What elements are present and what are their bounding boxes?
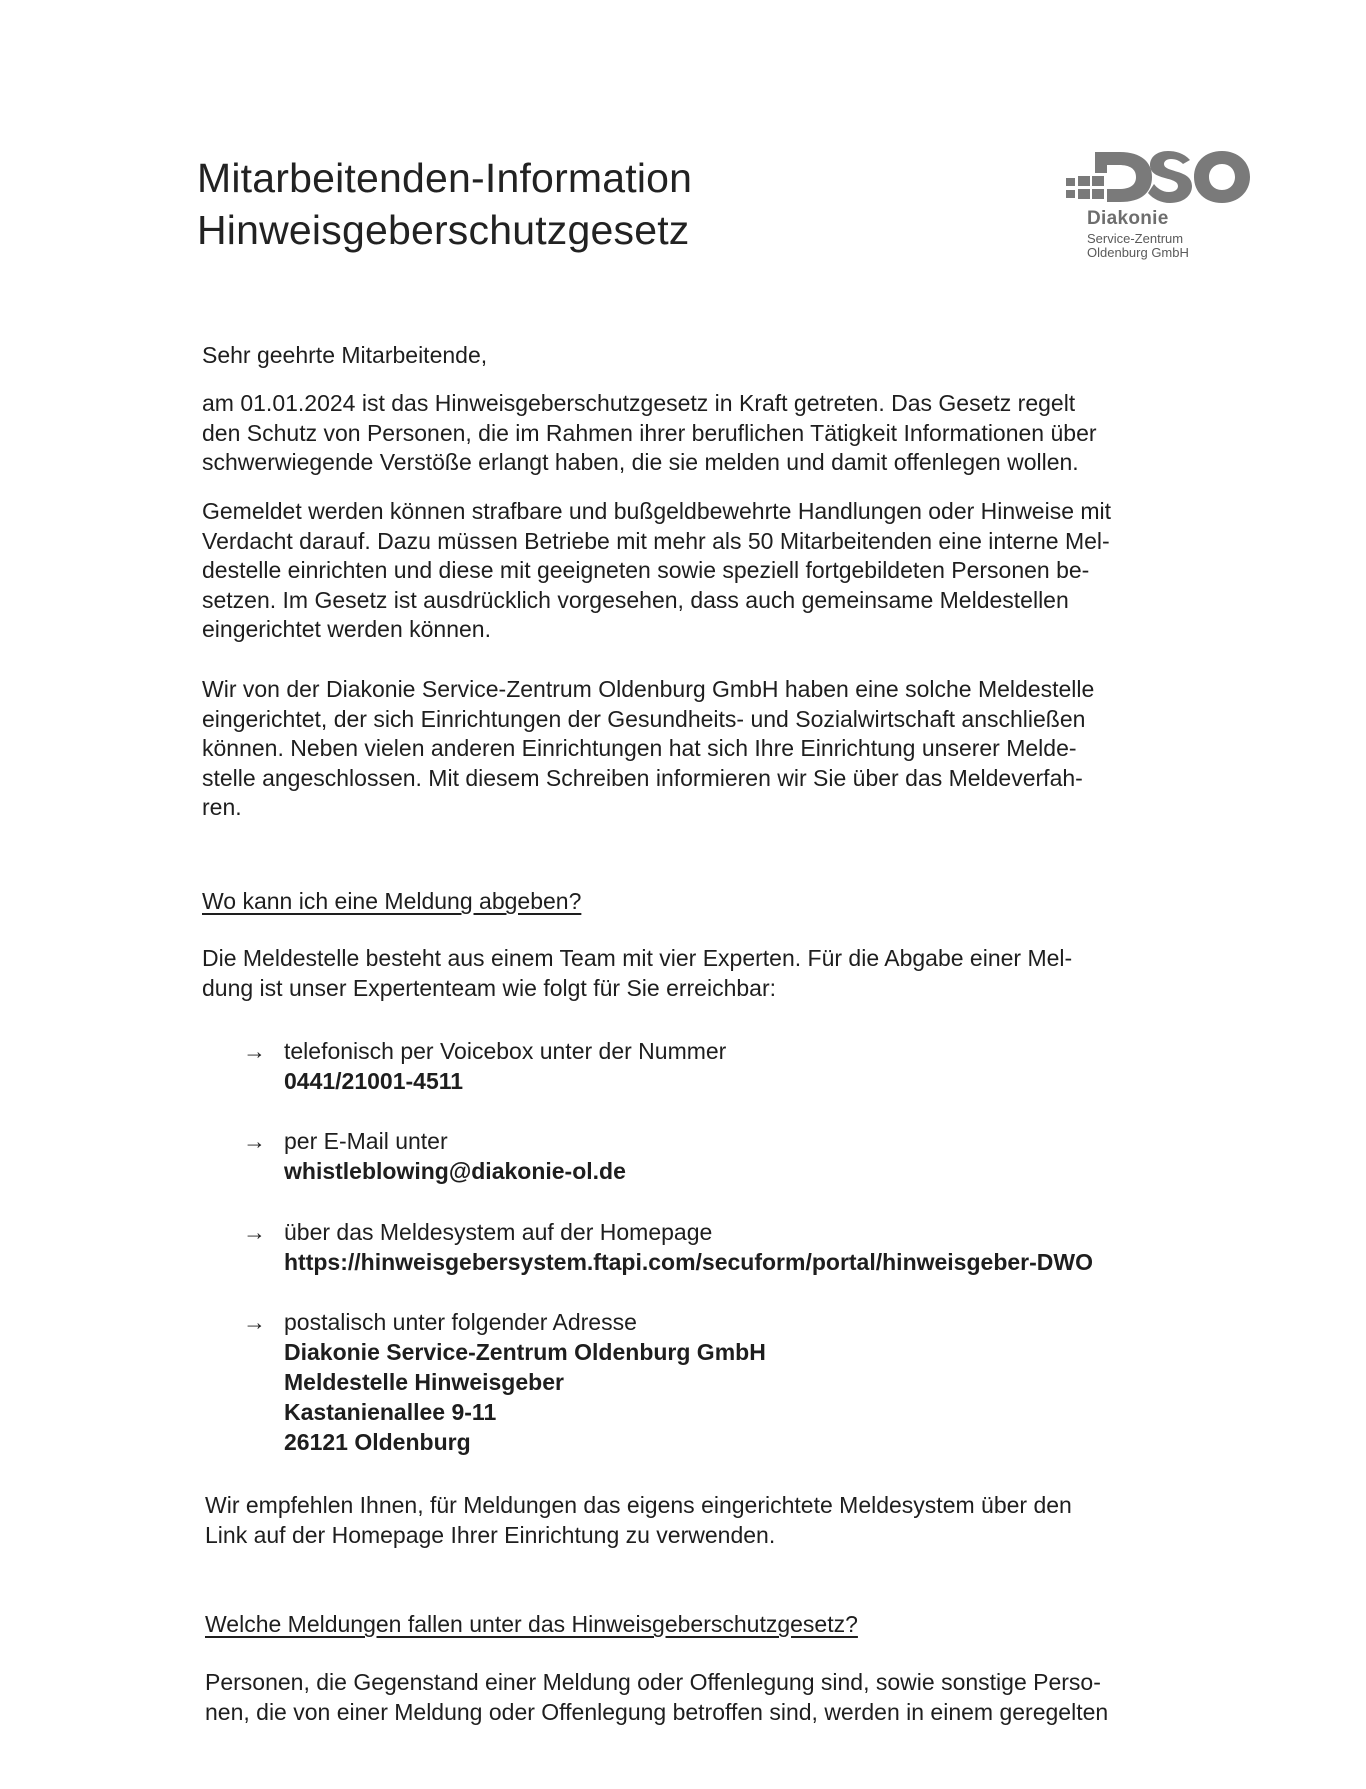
text-line: Wir empfehlen Ihnen, für Meldungen das eigens eingerichtete Meldesystem über den [205, 1492, 1072, 1518]
section-heading-which: Welche Meldungen fallen unter das Hinweisgeberschutzgesetz? [205, 1611, 858, 1637]
address-line: Diakonie Service-Zentrum Oldenburg GmbH [284, 1339, 766, 1365]
paragraph-intro [202, 389, 1230, 478]
text-line: eingerichtet, der sich Einrichtungen der Gesundheits- und Sozialwirtschaft anschließen [202, 705, 1086, 732]
logo-sub-line-2: Oldenburg GmbH [1087, 245, 1189, 260]
text-line: Link auf der Homepage Ihrer Einrichtung zu verwenden. [205, 1521, 776, 1548]
contact-label: postalisch unter folgender Adresse [284, 1309, 637, 1335]
paragraph-meldestelle [202, 675, 1230, 823]
contact-label: telefonisch per Voicebox unter der Nummer [284, 1038, 727, 1064]
text-line: ren. [202, 794, 242, 820]
text-line: destelle einrichten und diese mit geeigneten sowie speziell fortgebildeten Personen be- [202, 557, 1090, 583]
text-line: Wir von der Diakonie Service-Zentrum Oldenburg GmbH haben eine solche Meldestelle [202, 676, 1095, 702]
text-line: den Schutz von Personen, die im Rahmen ihrer beruflichen Tätigkeit Informationen über [202, 419, 1097, 446]
text-line: am 01.01.2024 ist das Hinweisgeberschutzgesetz in Kraft getreten. Das Gesetz regelt [202, 390, 1076, 416]
address-line: Kastanienallee 9-11 [284, 1399, 497, 1425]
text-line: dung ist unser Expertenteam wie folgt für Sie erreichbar: [202, 974, 777, 1001]
dso-diakonie-logo [1062, 146, 1262, 266]
section-heading-where: Wo kann ich eine Meldung abgeben? [202, 888, 582, 914]
arrow-right-icon: → [243, 1309, 266, 1335]
logo-name: Diakonie [1087, 208, 1169, 229]
title-line-2: Hinweisgeberschutzgesetz [197, 207, 690, 253]
section1-intro [202, 944, 1230, 1003]
contact-label: per E-Mail unter [284, 1128, 448, 1154]
text-line: stelle angeschlossen. Mit diesem Schreiben informieren wir Sie über das Meldeverfah- [202, 764, 1083, 791]
dso-logo-icon [1062, 146, 1252, 208]
section2-text [205, 1668, 1233, 1727]
title-line-1: Mitarbeitenden-Information [197, 155, 693, 201]
text-line: setzen. Im Gesetz ist ausdrücklich vorgesehen, dass auch gemeinsame Meldestellen [202, 586, 1069, 613]
page-title [197, 152, 692, 256]
address-line: Meldestelle Hinweisgeber [284, 1369, 564, 1395]
text-line: Gemeldet werden können strafbare und bußgeldbewehrte Handlungen oder Hinweise mit [202, 498, 1112, 524]
phone-number[interactable]: 0441/21001-4511 [284, 1068, 464, 1094]
text-line: schwerwiegende Verstöße erlangt haben, die sie melden und damit offenlegen wollen. [202, 449, 1079, 475]
portal-url-link[interactable]: https://hinweisgebersystem.ftapi.com/secuform/portal/hinweisgeber-DWO [284, 1249, 1093, 1275]
text-line: können. Neben vielen anderen Einrichtungen hat sich Ihre Einrichtung unserer Melde- [202, 735, 1077, 761]
arrow-right-icon: → [243, 1219, 266, 1245]
email-link[interactable]: whistleblowing@diakonie-ol.de [284, 1158, 626, 1184]
recommendation [205, 1491, 1233, 1550]
logo-sub-line-1: Service-Zentrum [1087, 231, 1184, 246]
text-line: nen, die von einer Meldung oder Offenlegung betroffen sind, werden in einem geregelten [205, 1698, 1109, 1725]
text-line: Personen, die Gegenstand einer Meldung oder Offenlegung sind, sowie sonstige Perso- [205, 1669, 1101, 1695]
contact-label: über das Meldesystem auf der Homepage [284, 1219, 713, 1245]
arrow-right-icon: → [243, 1128, 266, 1154]
address-line: 26121 Oldenburg [284, 1429, 471, 1455]
arrow-right-icon: → [243, 1038, 266, 1064]
text-line: Die Meldestelle besteht aus einem Team mit vier Experten. Für die Abgabe einer Mel- [202, 945, 1073, 971]
text-line: eingerichtet werden können. [202, 616, 491, 642]
salutation: Sehr geehrte Mitarbeitende, [202, 342, 488, 368]
text-line: Verdacht darauf. Dazu müssen Betriebe mit mehr als 50 Mitarbeitenden eine interne Mel- [202, 527, 1110, 554]
paragraph-requirements [202, 497, 1230, 645]
